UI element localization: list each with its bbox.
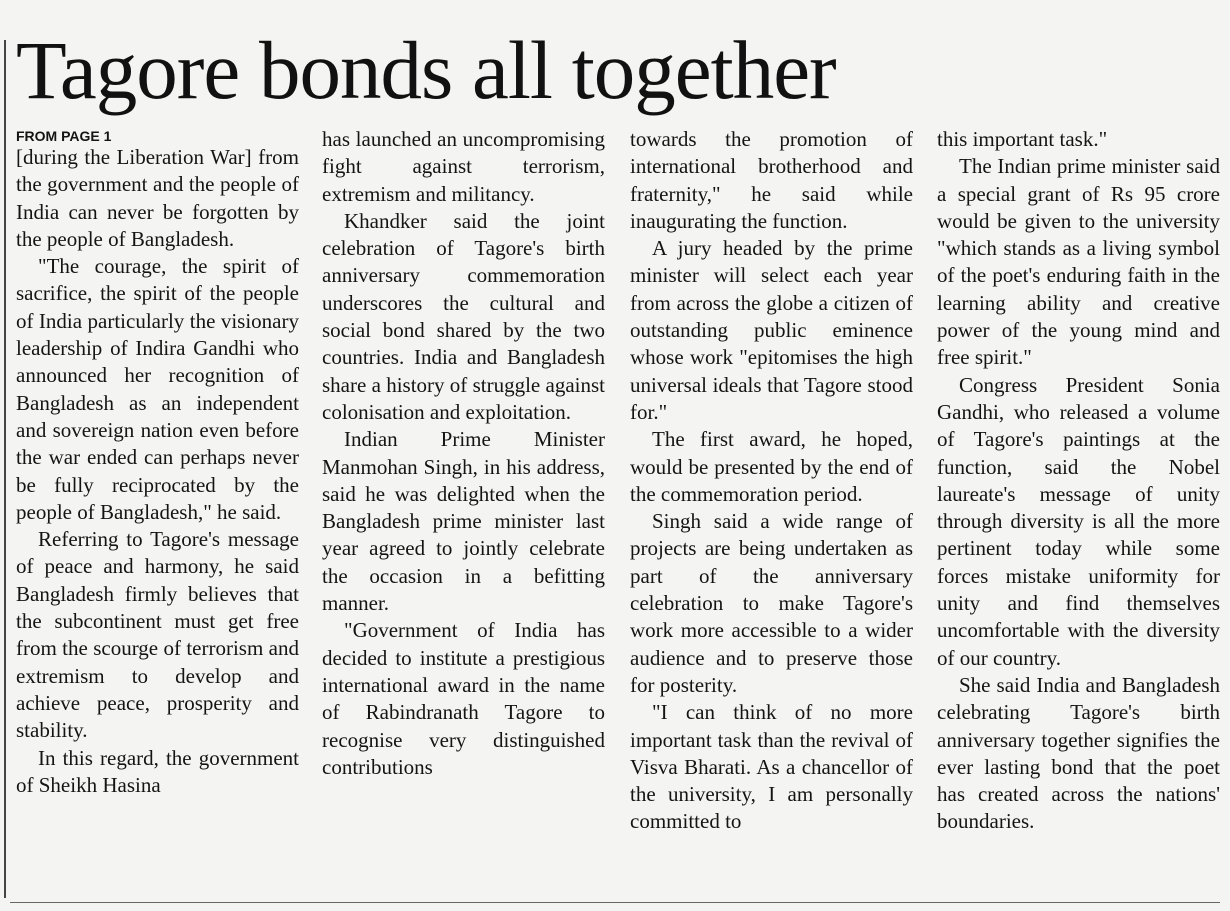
paragraph: A jury headed by the prime minister will select each year from across the globe a citizen of outstanding public eminence whose work "epitomises the high universal ideals that Tagore stood for." xyxy=(630,236,913,424)
article-column-1 xyxy=(16,126,299,799)
paragraph: Singh said a wide range of projects are being undertaken as part of the anniversary celebration to make Tagore's work more accessible to a wider audience and to preserve those for posterity. xyxy=(630,509,913,697)
paragraph: Congress President Sonia Gandhi, who released a volume of Tagore's paintings at the function, said the Nobel laureate's message of unity through diversity is all the more pertinent today while some forces mistake uniformity for unity and find themselves uncomfortable with the diversity of our country. xyxy=(937,372,1220,670)
bottom-rule xyxy=(10,902,1220,903)
article-column-4 xyxy=(937,126,1220,836)
paragraph: [during the Liberation War] from the government and the people of India can never be forgotten by the people of Bangladesh. xyxy=(16,145,299,251)
paragraph: towards the promotion of international brotherhood and fraternity," he said while inaugurating the function. xyxy=(630,127,913,233)
article-column-2 xyxy=(322,126,605,781)
paragraph: In this regard, the government of Sheikh Hasina xyxy=(16,745,299,797)
paragraph: has launched an uncompromising fight against terrorism, extremism and militancy. xyxy=(322,127,605,206)
paragraph: this important task." xyxy=(937,127,1108,151)
paragraph: She said India and Bangladesh celebrating Tagore's birth anniversary together signifies the ever lasting bond that the poet has created across the nations' boundaries. xyxy=(937,672,1220,834)
paragraph: "The courage, the spirit of sacrifice, the spirit of the people of India particularly the visionary leadership of Indira Gandhi who announced her recognition of Bangladesh as an independent and sovereign nation even before the war ended can perhaps never be fully reciprocated by the people of Bangladesh," he said. xyxy=(16,254,299,524)
paragraph: "I can think of no more important task than the revival of Visva Bharati. As a chancellor of the university, I am personally committed to xyxy=(630,700,913,834)
article-column-3 xyxy=(630,126,913,836)
headline: Tagore bonds all together xyxy=(16,24,836,116)
paragraph: The first award, he hoped, would be presented by the end of the commemoration period. xyxy=(630,427,913,506)
paragraph: Khandker said the joint celebration of Tagore's birth anniversary commemoration underscores the cultural and social bond shared by the two countries. India and Bangladesh share a history of struggle against colonisation and exploitation. xyxy=(322,208,605,424)
paragraph: The Indian prime minister said a special grant of Rs 95 crore would be given to the university "which stands as a living symbol of the poet's enduring faith in the learning ability and creative power of the young mind and free spirit." xyxy=(937,154,1220,370)
paragraph: Referring to Tagore's message of peace and harmony, he said Bangladesh firmly believes that the subcontinent must get free from the scourge of terrorism and extremism to develop and achieve peace, prosperity and stability. xyxy=(16,527,299,743)
paragraph: "Government of India has decided to institute a prestigious international award in the name of Rabindranath Tagore to recognise very distinguished contributions xyxy=(322,618,605,779)
kicker-from-page: FROM PAGE 1 xyxy=(16,128,112,144)
paragraph: Indian Prime Minister Manmohan Singh, in his address, said he was delighted when the Bangladesh prime minister last year agreed to jointly celebrate the occasion in a befitting manner. xyxy=(322,427,605,616)
left-column-rule xyxy=(4,40,6,898)
